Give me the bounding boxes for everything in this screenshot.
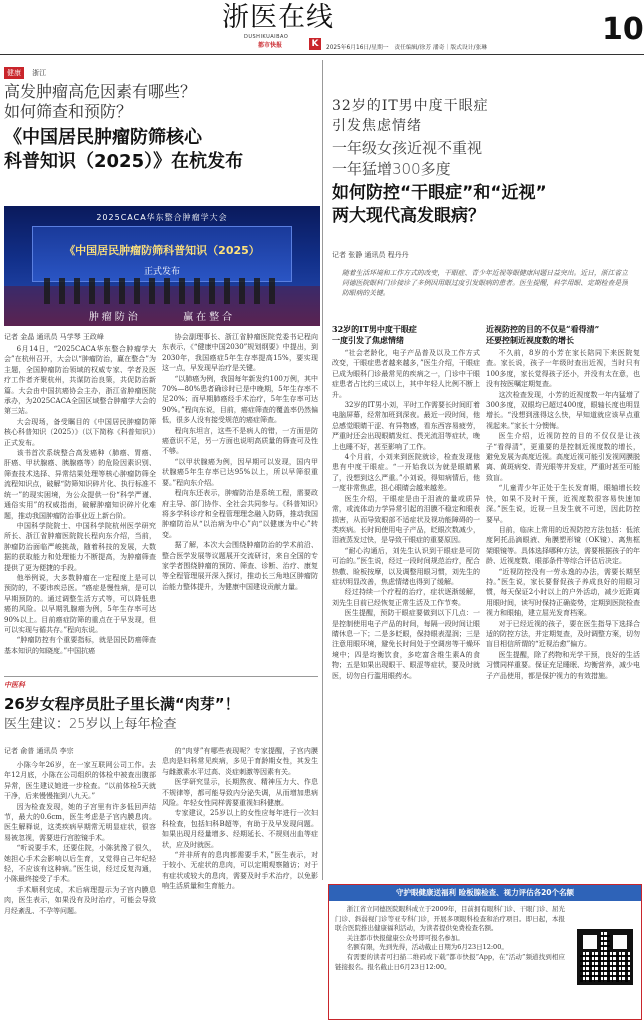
paragraph: 医生提醒，预防干眼症要做到以下几点：一是控制使用电子产品的时间，每隔一段时间让眼睛休息一下；二是多眨眼，保持眼表湿润；三是注意用眼环境，避免长时间处于空调房等干燥环境中；四是均衡饮食，多吃富含维生素A的食物；五是如果出现眼干、眼涩等症状，要及时就医，切勿自行滥用眼药水。 (332, 609, 480, 680)
conference-photo (4, 206, 320, 326)
photo-slogan (4, 308, 320, 323)
article1-col1 (4, 344, 156, 672)
paragraph: 中国科学院院士、中国科学院杭州医学研究所长、浙江省肿瘤医院院长程向东介绍，当前，肿瘤防治面临严峻挑战，随着科技的发展，大数据的获取能力和处理能力不断提高，为肿瘤筛查提供了更为便捷的手段。 (4, 521, 156, 572)
photo-banner: 2025CACA华东整合肿瘤学大会 (96, 213, 228, 222)
paragraph: 不久前，8岁的小芳在家长陪同下来医院复查。家长说，孩子一年级时查出近视，当时只有100多度，家长觉得孩子还小，并没有太在意，也没有按医嘱定期复查。 (486, 349, 640, 389)
article2-headline (332, 182, 642, 228)
article2-s1-title (332, 324, 480, 346)
article1-kicker-line2: 如何筛查和预防？ (4, 102, 133, 121)
article3-section-label: 中医科 (4, 681, 25, 689)
paragraph: “社会老龄化，电子产品普及以及工作方式改变，干眼症患者越来越多，”医生介绍，干眼症已成为眼科门诊最常见的疾病之一，门诊中干眼症患者占比约三成以上，其中年轻人比例不断上升。 (332, 349, 480, 399)
paragraph: 手术顺利完成，术后病理提示为子宫内膜息肉，医生表示，如果没有及时治疗，可能会导致月经紊乱、不孕等问题。 (4, 885, 156, 915)
date-line: 2025年6月16日/星期一 责任编辑/徐芳 潘奇｜版式设计/张琳 (326, 45, 488, 51)
article2-kicker (332, 96, 638, 136)
masthead-title: 浙医在线 (222, 2, 334, 33)
paragraph: 据了解，本次大会围绕肿瘤防治的学术前沿、整合医学发展等议题展开交流研讨，来自全国的专家学者围绕肿瘤的预防、筛查、诊断、治疗、康复等全程管理展开深入探讨，推动长三角地区肿瘤防治能力整体提升，为健康中国建设贡献力量。 (162, 541, 318, 591)
article1-col2 (162, 332, 318, 672)
article2-s2-title (486, 324, 640, 346)
notice-title: 守护眼健康送福利 睑板腺检查、视力评估各20个名额 (329, 885, 641, 901)
paragraph: 因为检查发现，她的子宫里有许多低回声结节，最大的0.6cm，医生考虑是子宫内膜息肉。医生解释说，这类疾病早期常无明显症状，很容易被忽视，需要进行宫腔镜手术。 (4, 802, 156, 842)
masthead-pinyin: DUSHIKUAIBAO (244, 34, 289, 40)
paragraph: “以肺癌为例，我国每年新发约100万例，其中70%—80%患者确诊时已是中晚期，5年生存率不足20%；而早期肺癌经手术治疗，5年生存率可达90%。”程向东说，目前，癌症筛查的覆盖率仍然偏低，很多人没有接受规范的癌症筛查。 (162, 374, 318, 425)
paragraph: 大会现场，备受瞩目的《中国居民肿瘤防筛核心科普知识（2025）》（以下简称《科普知识》）正式发布。 (4, 417, 156, 447)
paragraph: “以甲状腺癌为例，因早期可以发现，国内甲状腺癌5年生存率已达95%以上，所以早筛很重要。”程向东介绍。 (162, 457, 318, 487)
logo-k-icon: K (309, 38, 321, 50)
paragraph: “肿瘤防控有个重要指标，就是国民防癌筛查基本知识的知晓度。”中国抗癌 (4, 636, 156, 655)
article2-intro: 随着生活环境和工作方式的改变，干眼症、青少年近视等眼健康问题日益突出。近日，浙江省立同德医院眼科门诊接诊了多例因用眼过度引发眼病的患者。医生提醒，科学用眼、定期检查是预防眼病的关键。 (342, 269, 628, 297)
photo-title: 《中国居民肿瘤防筛科普知识（2025） (64, 244, 260, 257)
paragraph: 他举例说，大多数肿瘤在一定程度上是可以预防的，不要讳疾忌医。“癌症是慢性病，是可以早期预防的。通过调整生活方式等，可以降低患癌的风险。以早期乳腺癌为例，5年生存率可达90%以上。目前癌症防筛的重点在于早发现，但可以实现与循共存。”程向东说。 (4, 573, 156, 634)
article2-headline-line2: 两大现代高发眼病？ (332, 206, 485, 226)
page-number: 10 (602, 12, 644, 47)
paragraph: 协会副理事长、浙江省肿瘤医院党委书记程向东表示，《“健康中国2030”规划纲要》中提出，到2030年，我国癌症5年生存率提高15%，要实现这一点，早发现早治疗是关键。 (162, 333, 318, 373)
article2-col2 (486, 348, 640, 878)
notice-paragraph: 浙江省立同德医院眼科成立于2009年，目前拥有眼科门诊、干眼门诊、屈光门诊、斜弱视门诊等亚专科门诊，开展多项眼科检查和治疗项目。即日起，本报联合医院推出健康福利活动，为读者提供免费检查名额。 (335, 905, 565, 933)
article2-kicker-line2: 引发焦虑情绪 (332, 118, 422, 134)
article2-subheads (332, 138, 638, 180)
masthead-paper: 都市快报 (258, 42, 283, 49)
article2-byline: 记者 张静 通讯员 程丹丹 (332, 251, 409, 259)
masthead (0, 0, 644, 51)
article3-headline: 26岁女程序员肚子里长满“肉芽”！ (4, 695, 240, 713)
article1-headline-line2: 科普知识（2025）》在杭发布 (4, 151, 244, 172)
paragraph: “耐心沟通后，刘先生认识到干眼症是可防可治的。”医生说，经过一段时间规范治疗，配合热敷、睑板按摩，以及调整用眼习惯，刘先生的症状明显改善，焦虑情绪也得到了缓解。 (332, 546, 480, 586)
article2-kicker-line1: 32岁的IT男中度干眼症 (332, 98, 489, 114)
paragraph: 该书首次系统整合高发癌种（肺癌、胃癌、肝癌、甲状腺癌、胰腺癌等）的危险因素识别、筛查技术选择、异常结果处理等核心肿瘤防筛全流程知识点，破解“防筛知识碎片化、执行标准不统一”的现实困境，为公众提供一份“科学严谨、通俗实用”的权威指南，破解肿瘤知识碎片化难题，推动我国肿瘤防治事业迈上新台阶。 (4, 449, 156, 520)
article2-sub-line1: 一年级女孩近视不重视 (332, 139, 483, 157)
paragraph: 医生介绍，近视防控的目的不仅仅是让孩子“看得清”，更重要的是控制近视度数的增长，避免发展为高度近视。高度近视可能引发视网膜脱离、黄斑病变、青光眼等并发症，严重时甚至可能致盲。 (486, 432, 640, 482)
paragraph: “听说要手术，还要住院，小陈犹豫了很久，她担心手术会影响以后生育，又觉得自己年纪轻轻，不应该有这种病。”医生说，经过反复沟通，小陈最终接受了手术。 (4, 844, 156, 884)
paragraph: 医生提醒，除了药物和光学干预，良好的生活习惯同样重要。保证充足睡眠、均衡营养，减少电子产品使用，都是保护视力的有效措施。 (486, 650, 640, 680)
paragraph: 程向东坦言，这些不是病人的错，一方面是防癌意识不足，另一方面也说明高质量的筛查可及性不够。 (162, 426, 318, 456)
paragraph: 32岁的IT男小刘，平时工作需要长时间盯着电脑屏幕，经常加班到深夜。最近一段时间，他总感觉眼睛干涩、有异物感，看东西容易疲劳，严重时还会出现眼睛发红、畏光流泪等症状，晚上也睡不好，甚至影响了工作。 (332, 401, 480, 451)
paragraph: 程向东还表示，肿瘤防治是系统工程，需要政府主导、部门协作、全社会共同参与。《科普知识》将多学科诊疗和全程管理理念融入防筛，推动我国肿瘤防治从“以治病为中心”向“以健康为中心”转变。 (162, 489, 318, 539)
notice-paragraph: 有需要的读者可扫描二维码或下载“都市快报”App，在“活动”频道找到相应链接报名。报名截止日6月23日12:00。 (335, 952, 565, 971)
section-tag-label: 健康 (4, 67, 24, 79)
s2-title-line2: 还要控制近视度数的增长 (486, 335, 574, 345)
paragraph: “近视防控没有一劳永逸的办法，需要长期坚持。”医生说，家长要督促孩子养成良好的用眼习惯，每天保证2小时以上的户外活动，减少近距离用眼时间，读写时保持正确姿势，定期到医院检查视力和眼轴，建立屈光发育档案。 (486, 567, 640, 618)
paragraph: 专家建议，25岁以上的女性应每年进行一次妇科检查，包括妇科B超等，有助于及早发现问题。如果出现月经量增多、经期延长、不规则出血等症状，应及时就医。 (162, 809, 318, 849)
paragraph: 6月14日，“2025CACA华东整合肿瘤学大会”在杭州召开，大会以“肿瘤防治，赢在整合”为主题，全国肿瘤防治领域的权威专家、学者及医疗工作者齐聚杭州，共谋防治良策，共促防治新篇。大会由中国抗癌协会主办，浙江省肿瘤医院承办，为2025CACA全国区域整合肿瘤学大会的第三站。 (4, 345, 156, 416)
notice-body (335, 905, 565, 1017)
s1-title-line2: 一度引发了焦虑情绪 (332, 335, 404, 345)
notice-paragraph: 关注都市快报健康公众号即可报名参加。 (346, 933, 464, 942)
article1-byline: 记者 金晶 通讯员 马学琴 王政峰 (4, 333, 104, 341)
paragraph: 4个月前，小刘来到医院就诊，检查发现他患有中度干眼症。“一开始我以为就是眼睛累了，没想到这么严重。”小刘说，得知病情后，他一度非常焦虑，担心眼睛会越来越差。 (332, 453, 480, 493)
photo-people (44, 278, 280, 304)
article2-col1 (332, 348, 480, 878)
paragraph: “并非所有的息肉都需要手术，”医生表示，对于较小、无症状的息肉，可以定期观察随访；对于有症状或较大的息肉，需要及时手术治疗，以免影响生活质量和生育能力。 (162, 851, 318, 891)
photo-slogan-1: 肿瘤防治 (88, 312, 141, 323)
section-tag-region: 浙江 (32, 69, 47, 77)
photo-slogan-2: 赢在整合 (183, 312, 236, 323)
article3-col2 (162, 746, 318, 1018)
article2-headline-line1: 如何防控“干眼症”和“近视” (332, 183, 547, 203)
article2-sub-line2: 一年猛增300多度 (332, 160, 451, 178)
s1-title-line1: 32岁的IT男中度干眼症 (332, 324, 417, 334)
article1-kicker (4, 82, 314, 122)
article3-byline: 记者 俞普 通讯员 李宗 (4, 747, 74, 755)
paragraph: 经过持续一个疗程的治疗，症状逐渐缓解，刘先生目前已经恢复正常生活及工作节奏。 (332, 588, 480, 607)
notice-box (328, 884, 642, 1020)
article1-kicker-line1: 高发肿瘤高危因素有哪些？ (4, 82, 197, 101)
paragraph: 医生介绍，干眼症是由于泪液的量或质异常，或流体动力学异常引起的泪膜不稳定和眼表损害，从而导致眼部不适症状及视功能障碍的一类疾病。长时间使用电子产品，眨眼次数减少，泪液蒸发过快，是导致干眼症的重要原因。 (332, 494, 480, 545)
paragraph: 医学研究显示，长期熬夜、精神压力大、作息不规律等，都可能导致内分泌失调，从而增加患病风险。年轻女性同样需要重视妇科健康。 (162, 778, 318, 808)
paragraph: “儿童青少年正处于生长发育期，眼轴增长较快，如果不及时干预，近视度数很容易快速加深。”医生说，近视一旦发生就不可逆，因此防控要早。 (486, 484, 640, 524)
s2-title-line1: 近视防控的目的不仅是“看得清” (486, 324, 600, 334)
qr-code-icon[interactable] (577, 929, 633, 985)
paragraph: 这次检查发现，小芳的近视度数一年内猛增了300多度，双眼均已超过400度，眼轴长度也明显增长。“没想到涨得这么快，早知道就应该早点重视起来。”家长十分懊悔。 (486, 390, 640, 430)
notice-paragraph: 名额有限，先到先得，活动截止日期为6月23日12:00。 (346, 943, 508, 952)
paragraph: 目前，临床上常用的近视防控方法包括：低浓度阿托品滴眼液、角膜塑形镜（OK镜）、离焦框架眼镜等。具体选择哪种方法，需要根据孩子的年龄、近视度数、眼部条件等综合评估后决定。 (486, 525, 640, 566)
article1-headline-line1: 《中国居民肿瘤防筛核心 (4, 127, 202, 148)
photo-subtitle: 正式发布 (143, 267, 180, 277)
paragraph: 小陈今年26岁，在一家互联网公司工作。去年12月底，小陈在公司组织的体检中被查出腹部异常，医生建议她进一步检查。“以前体检5天就干净，后来慢慢拖到八九天。” (4, 761, 156, 801)
section-tag (4, 60, 47, 77)
article3-subhead: 医生建议：25岁以上每年检查 (4, 717, 177, 732)
paragraph: 对于已经近视的孩子，要在医生指导下选择合适的防控方法，并定期复查，及时调整方案，切勿盲目相信所谓的“近视治愈”偏方。 (486, 619, 640, 649)
article1-headline (4, 126, 319, 174)
paragraph: 的“肉芽”有哪些表现呢？专家提醒，子宫内膜息肉是妇科常见疾病，多见于育龄期女性，其发生与雌激素水平过高、炎症刺激等因素有关。 (162, 747, 318, 776)
article3-col1 (4, 760, 156, 1018)
